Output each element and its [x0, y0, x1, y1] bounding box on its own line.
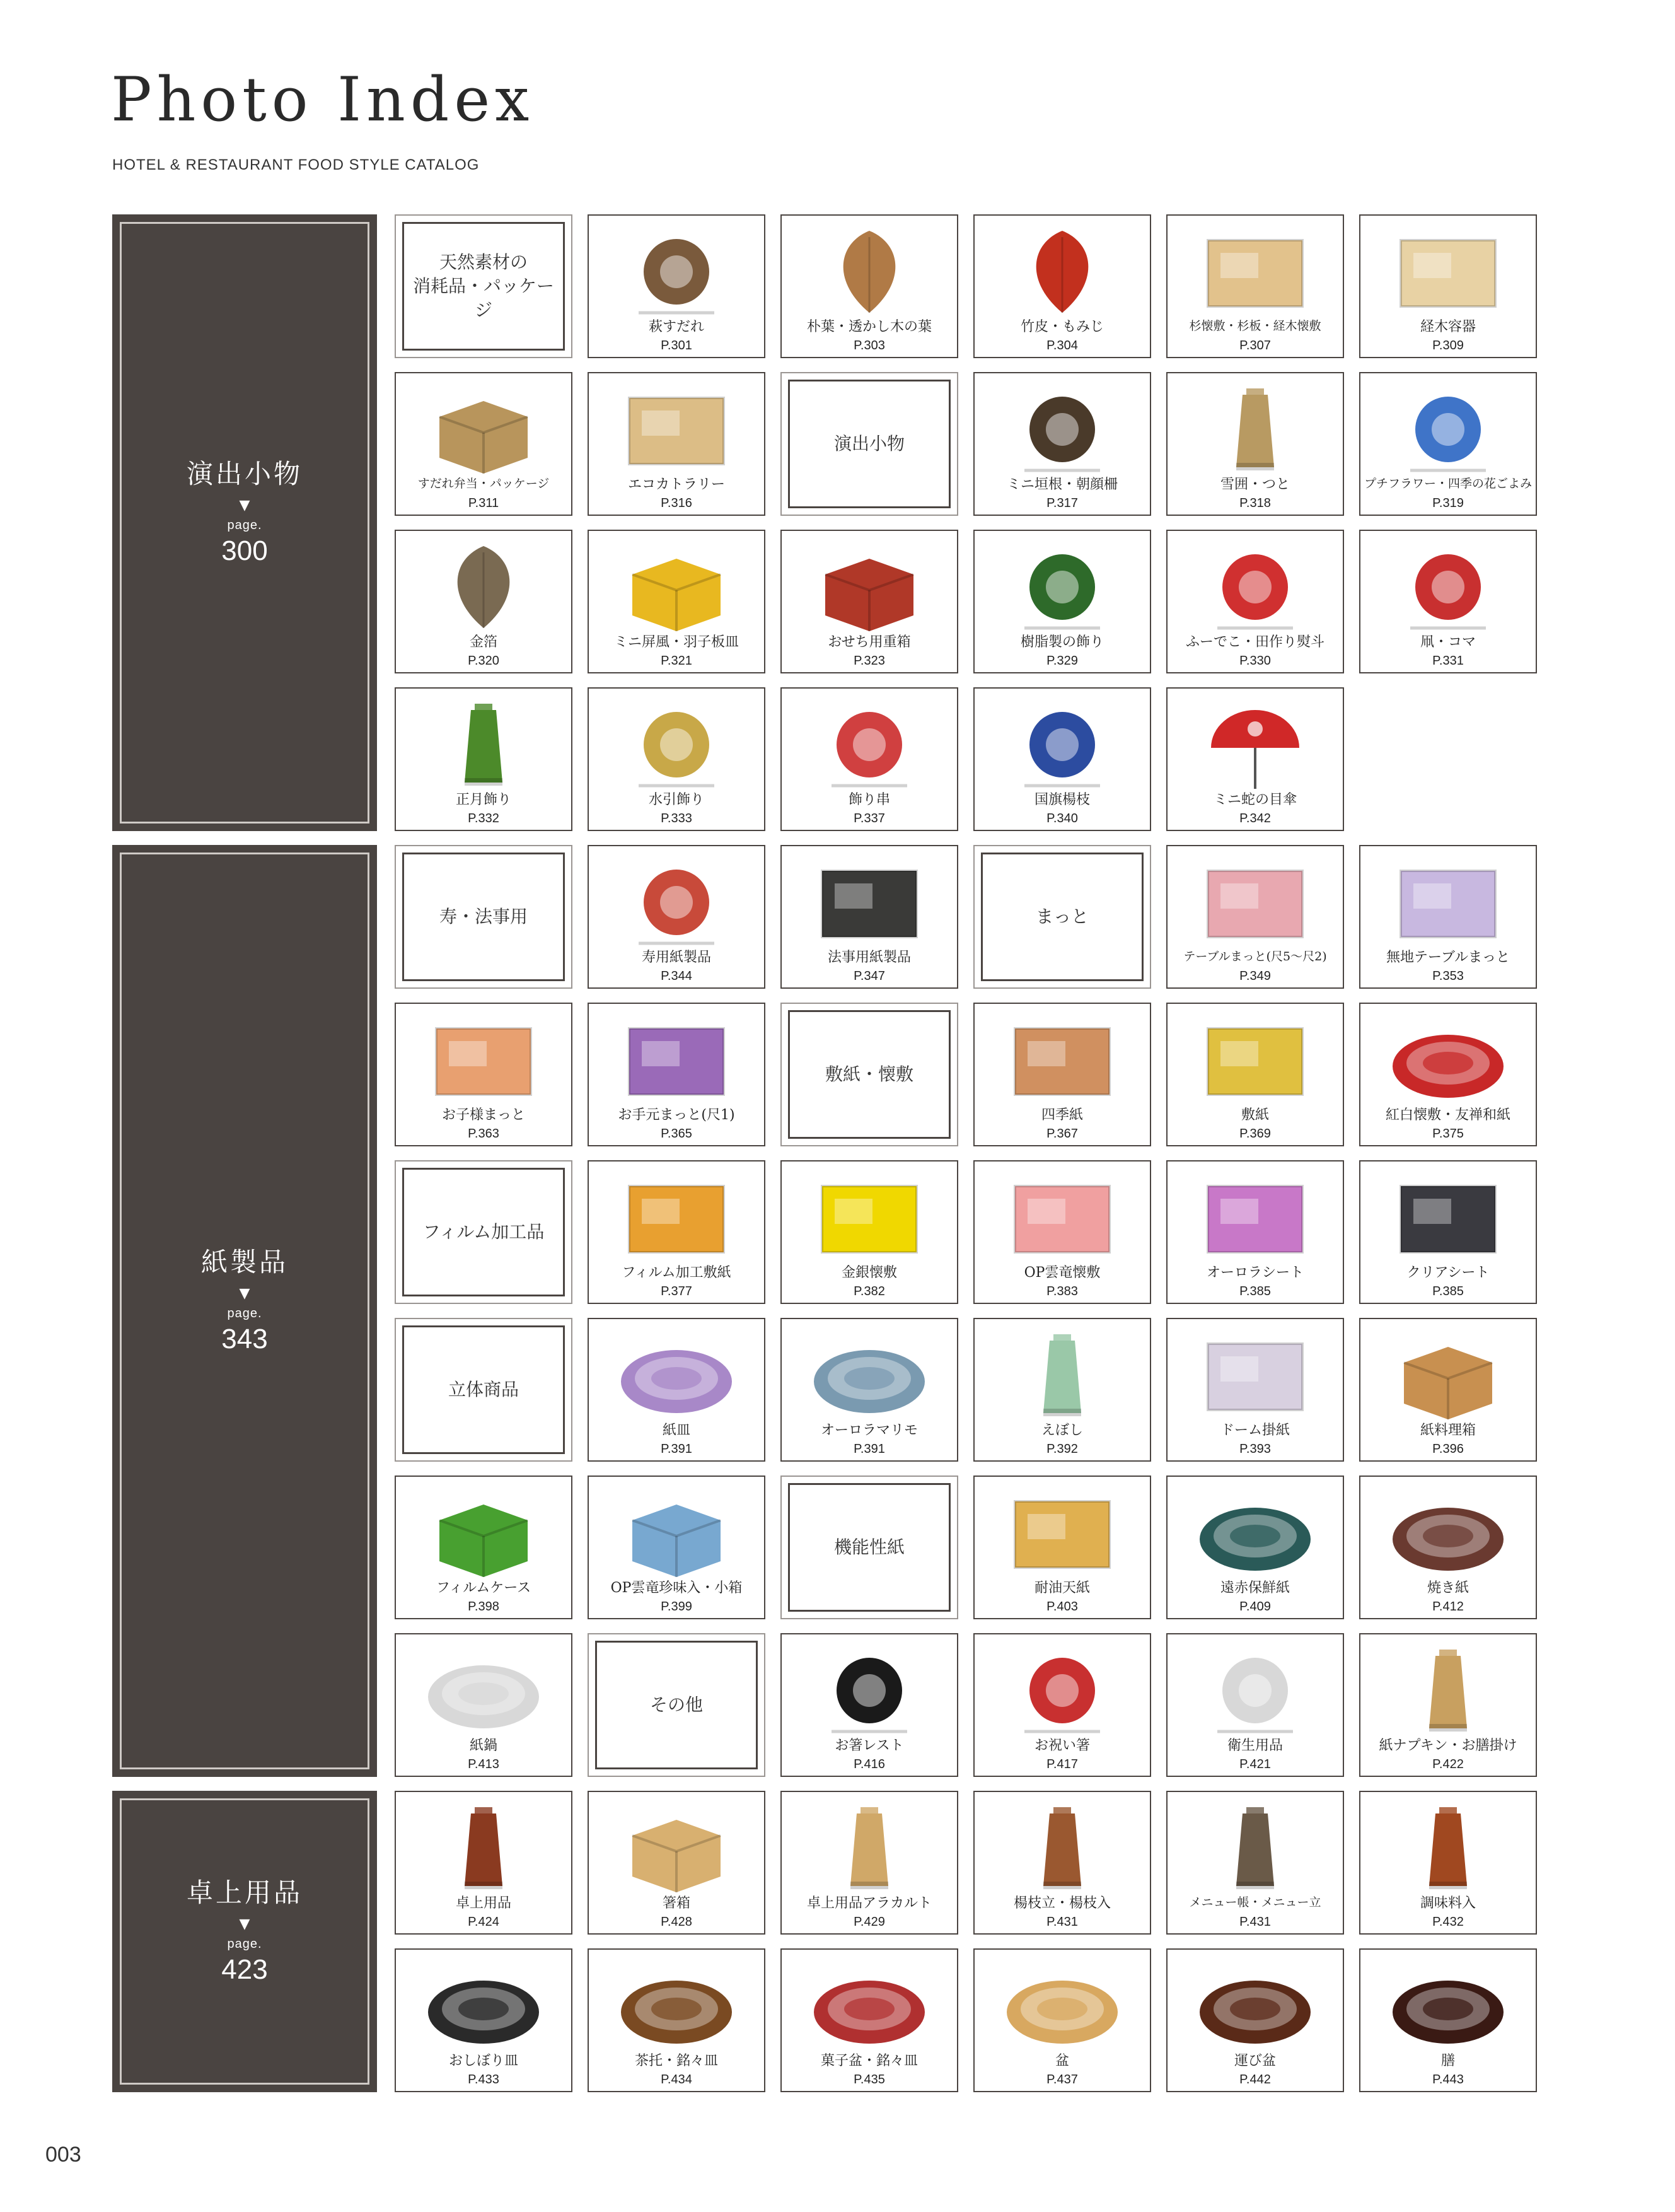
product-page-ref: P.435 — [854, 2073, 885, 2087]
product-page-ref: P.367 — [1046, 1127, 1078, 1141]
product-page-ref: P.353 — [1432, 969, 1464, 983]
product-cell[interactable] — [1359, 1003, 1537, 1146]
product-page-ref: P.403 — [1046, 1600, 1078, 1614]
product-cell[interactable] — [780, 1160, 958, 1304]
product-label: 雪囲・つと — [1220, 477, 1290, 492]
down-arrow-icon: ▼ — [239, 1286, 250, 1301]
paper-pot-icon — [420, 1643, 547, 1738]
product-cell[interactable] — [588, 1003, 765, 1146]
product-cell[interactable] — [973, 530, 1151, 673]
product-page-ref: P.396 — [1432, 1442, 1464, 1456]
section-panel[interactable] — [112, 214, 377, 831]
section-heading — [112, 453, 377, 567]
osechi-box-icon — [806, 540, 932, 634]
product-page-ref: P.309 — [1432, 339, 1464, 352]
mini-fence-icon — [999, 382, 1125, 477]
product-cell[interactable] — [1166, 214, 1344, 358]
product-page-ref: P.319 — [1432, 496, 1464, 510]
product-page-ref: P.431 — [1046, 1915, 1078, 1929]
category-label: 天然素材の 消耗品・パッケージ — [402, 222, 565, 351]
product-page-ref: P.347 — [854, 969, 885, 983]
product-cell[interactable] — [780, 845, 958, 989]
product-cell[interactable] — [395, 687, 572, 831]
product-label: お子様まっと — [441, 1107, 525, 1123]
product-cell[interactable] — [780, 530, 958, 673]
product-cell[interactable] — [1166, 530, 1344, 673]
zen-tray-icon — [1385, 1959, 1511, 2053]
product-label: 水引飾り — [648, 792, 704, 808]
product-label: テーブルまっと(尺5〜尺2) — [1183, 950, 1327, 963]
category-label: まっと — [981, 853, 1144, 981]
wooden-spoon-icon — [613, 382, 739, 477]
product-label: クリアシート — [1406, 1265, 1490, 1281]
fresh-paper-icon — [1192, 1486, 1318, 1580]
product-page-ref: P.416 — [854, 1757, 885, 1771]
celebration-chopsticks-icon — [999, 1643, 1125, 1738]
product-cell[interactable] — [395, 1633, 572, 1777]
noshi-ornament-icon — [1192, 540, 1318, 634]
product-cell[interactable] — [588, 1160, 765, 1304]
grill-paper-icon — [1385, 1486, 1511, 1580]
category-heading-cell[interactable] — [395, 845, 572, 989]
product-page-ref: P.301 — [661, 339, 692, 352]
category-label: その他 — [595, 1641, 758, 1769]
product-label: 樹脂製の飾り — [1020, 634, 1104, 650]
product-page-ref: P.398 — [468, 1600, 499, 1614]
product-page-ref: P.365 — [661, 1127, 692, 1141]
product-label: 耐油天紙 — [1034, 1580, 1090, 1596]
chopstick-rest-icon — [806, 1643, 932, 1738]
product-cell[interactable] — [395, 1003, 572, 1146]
product-page-ref: P.434 — [661, 2073, 692, 2087]
product-label: 紙皿 — [662, 1423, 690, 1438]
page-title: Photo Index — [111, 64, 535, 135]
wood-boat-icon — [1385, 224, 1511, 319]
down-arrow-icon: ▼ — [239, 1916, 250, 1932]
category-label: 機能性紙 — [788, 1483, 951, 1612]
product-label: メニュー帳・メニュー立 — [1189, 1895, 1321, 1909]
pine-decoration-icon — [999, 540, 1125, 634]
product-page-ref: P.329 — [1046, 654, 1078, 668]
clear-sheet-icon — [1385, 1170, 1511, 1265]
gold-silver-paper-icon — [806, 1170, 932, 1265]
product-page-ref: P.323 — [854, 654, 885, 668]
product-cell[interactable] — [973, 1003, 1151, 1146]
product-page-ref: P.318 — [1239, 496, 1271, 510]
product-label: 四季紙 — [1041, 1107, 1083, 1123]
product-page-ref: P.421 — [1239, 1757, 1271, 1771]
product-cell[interactable] — [1166, 1003, 1344, 1146]
product-page-ref: P.443 — [1432, 2073, 1464, 2087]
product-cell[interactable] — [1359, 372, 1537, 516]
seasonal-paper-icon — [999, 1013, 1125, 1107]
product-cell[interactable] — [588, 1318, 765, 1462]
down-arrow-icon: ▼ — [239, 498, 250, 513]
product-label: 茶托・銘々皿 — [634, 2053, 718, 2069]
category-heading-cell[interactable] — [780, 372, 958, 516]
product-page-ref: P.422 — [1432, 1757, 1464, 1771]
product-page-ref: P.377 — [661, 1284, 692, 1298]
product-page-ref: P.417 — [1046, 1757, 1078, 1771]
product-label: フィルムケース — [436, 1580, 531, 1596]
product-cell[interactable] — [780, 687, 958, 831]
product-label: おしぼり皿 — [448, 2053, 518, 2069]
product-cell[interactable] — [1359, 214, 1537, 358]
product-label: 膳 — [1440, 2053, 1455, 2069]
category-heading-cell[interactable] — [395, 1318, 572, 1462]
product-page-ref: P.332 — [468, 812, 499, 825]
product-label: 寿用紙製品 — [641, 950, 711, 965]
category-heading-cell[interactable] — [395, 214, 572, 358]
product-page-ref: P.432 — [1432, 1915, 1464, 1929]
product-page-ref: P.428 — [661, 1915, 692, 1929]
product-page-ref: P.424 — [468, 1915, 499, 1929]
product-label: 飾り串 — [848, 792, 890, 808]
section-page-number: 343 — [221, 1324, 268, 1354]
category-label: フィルム加工品 — [402, 1168, 565, 1296]
product-label: 金銀懐敷 — [841, 1265, 897, 1281]
section-page-label: page. — [227, 1307, 262, 1320]
product-label: 朴葉・透かし木の葉 — [806, 319, 932, 335]
product-cell[interactable] — [973, 1160, 1151, 1304]
product-label: プチフラワー・四季の花ごよみ — [1364, 477, 1532, 491]
toothpick-stand-icon — [420, 1801, 547, 1895]
kadomatsu-icon — [420, 697, 547, 792]
crane-paper-icon — [613, 855, 739, 950]
product-cell[interactable] — [1166, 1160, 1344, 1304]
table-mat-icon — [1192, 855, 1318, 950]
product-label: 金箔 — [469, 634, 497, 650]
gourd-bottle-icon — [1385, 1801, 1511, 1895]
section-page-label: page. — [227, 518, 262, 532]
tempura-paper-icon — [999, 1486, 1125, 1580]
product-cell[interactable] — [1359, 1160, 1537, 1304]
product-page-ref: P.333 — [661, 812, 692, 825]
small-mat-icon — [613, 1013, 739, 1107]
paper-box-icon — [1385, 1328, 1511, 1423]
paper-plate-icon — [613, 1328, 739, 1423]
product-page-ref: P.391 — [854, 1442, 885, 1456]
morning-glory-icon — [1385, 382, 1511, 477]
product-label: ふーでこ・田作り熨斗 — [1185, 634, 1324, 650]
section-panel[interactable] — [112, 1791, 377, 2092]
product-cell[interactable] — [1166, 1476, 1344, 1619]
leaf-icon — [806, 224, 932, 319]
unryu-paper-icon — [999, 1170, 1125, 1265]
product-cell[interactable] — [1166, 1633, 1344, 1777]
flag-picks-icon — [999, 697, 1125, 792]
product-label: 萩すだれ — [648, 319, 704, 335]
product-page-ref: P.382 — [854, 1284, 885, 1298]
product-page-ref: P.311 — [468, 496, 499, 510]
sweets-tray-icon — [806, 1959, 932, 2053]
product-cell[interactable] — [1359, 1633, 1537, 1777]
product-label: 凧・コマ — [1420, 634, 1476, 650]
section-panel[interactable] — [112, 845, 377, 1777]
product-cell[interactable] — [1359, 1791, 1537, 1935]
product-label: 焼き紙 — [1427, 1580, 1469, 1596]
mizuhiki-icon — [613, 697, 739, 792]
product-cell[interactable] — [973, 214, 1151, 358]
product-cell[interactable] — [395, 372, 572, 516]
section-heading — [112, 1242, 377, 1355]
category-heading-cell[interactable] — [780, 1003, 958, 1146]
napkin-stand-icon — [806, 1801, 932, 1895]
towel-tray-icon — [420, 1959, 547, 2053]
product-cell[interactable] — [588, 214, 765, 358]
product-label: 紙ナプキン・お膳掛け — [1379, 1738, 1517, 1754]
eboshi-icon — [999, 1328, 1125, 1423]
product-page-ref: P.433 — [468, 2073, 499, 2087]
product-label: ミニ蛇の目傘 — [1213, 792, 1297, 808]
section-name: 紙製品 — [200, 1247, 288, 1278]
product-label: ミニ垣根・朝顔柵 — [1006, 477, 1118, 492]
product-page-ref: P.303 — [854, 339, 885, 352]
product-label: 卓上用品アラカルト — [806, 1895, 932, 1911]
product-label: オーロラシート — [1206, 1265, 1304, 1281]
tray-icon — [999, 1959, 1125, 2053]
straw-tent-icon — [1192, 382, 1318, 477]
product-label: 運び盆 — [1234, 2053, 1276, 2069]
product-label: 卓上用品 — [455, 1895, 511, 1911]
product-page-ref: P.393 — [1239, 1442, 1271, 1456]
umbrella-icon — [1192, 697, 1318, 792]
reed-blind-icon — [613, 224, 739, 319]
gold-leaf-jar-icon — [420, 540, 547, 634]
product-label: 敷紙 — [1241, 1107, 1269, 1123]
product-cell[interactable] — [588, 530, 765, 673]
product-label: オーロラマリモ — [820, 1423, 918, 1438]
category-heading-cell[interactable] — [588, 1633, 765, 1777]
product-cell[interactable] — [973, 1791, 1151, 1935]
product-label: 盆 — [1055, 2053, 1069, 2069]
decorative-skewer-icon — [806, 697, 932, 792]
product-page-ref: P.385 — [1432, 1284, 1464, 1298]
category-label: 演出小物 — [788, 380, 951, 508]
product-page-ref: P.429 — [854, 1915, 885, 1929]
product-cell[interactable] — [588, 372, 765, 516]
product-label: お箸レスト — [835, 1738, 904, 1754]
menu-stand-icon — [1192, 1801, 1318, 1895]
product-page-ref: P.437 — [1046, 2073, 1078, 2087]
memorial-paper-icon — [806, 855, 932, 950]
product-label: すだれ弁当・パッケージ — [417, 477, 550, 491]
page-number: 003 — [45, 2143, 81, 2167]
product-cell[interactable] — [588, 1948, 765, 2092]
product-label: 遠赤保鮮紙 — [1220, 1580, 1290, 1596]
product-cell[interactable] — [1166, 372, 1344, 516]
product-page-ref: P.412 — [1432, 1600, 1464, 1614]
section-name: 卓上用品 — [186, 1877, 303, 1908]
category-heading-cell[interactable] — [973, 845, 1151, 989]
product-page-ref: P.320 — [468, 654, 499, 668]
kids-mat-icon — [420, 1013, 547, 1107]
product-cell[interactable] — [973, 1476, 1151, 1619]
product-cell[interactable] — [973, 1318, 1151, 1462]
product-page-ref: P.349 — [1239, 969, 1271, 983]
product-label: 紙料理箱 — [1420, 1423, 1476, 1438]
product-cell[interactable] — [1359, 845, 1537, 989]
product-cell[interactable] — [588, 687, 765, 831]
product-cell[interactable] — [973, 1633, 1151, 1777]
category-heading-cell[interactable] — [780, 1476, 958, 1619]
category-label: 立体商品 — [402, 1325, 565, 1454]
unryu-cup-icon — [613, 1486, 739, 1580]
product-label: 国旗楊枝 — [1034, 792, 1090, 808]
product-label: 調味料入 — [1420, 1895, 1476, 1911]
category-heading-cell[interactable] — [395, 1160, 572, 1304]
product-page-ref: P.369 — [1239, 1127, 1271, 1141]
product-cell[interactable] — [780, 214, 958, 358]
product-cell[interactable] — [1359, 1476, 1537, 1619]
product-cell[interactable] — [780, 1948, 958, 2092]
product-cell[interactable] — [973, 372, 1151, 516]
section-heading — [112, 1872, 377, 1986]
section-page-number: 423 — [221, 1954, 268, 1985]
carry-tray-icon — [1192, 1959, 1318, 2053]
aurora-marimo-icon — [806, 1328, 932, 1423]
toothpick-holder-icon — [999, 1801, 1125, 1895]
product-page-ref: P.442 — [1239, 2073, 1271, 2087]
shiki-paper-icon — [1192, 1013, 1318, 1107]
product-cell[interactable] — [1166, 1318, 1344, 1462]
product-label: 杉懐敷・杉板・経木懐敷 — [1189, 319, 1321, 333]
product-label: 箸箱 — [662, 1895, 690, 1911]
bamboo-box-icon — [420, 382, 547, 477]
category-label: 敷紙・懐敷 — [788, 1010, 951, 1139]
product-page-ref: P.316 — [661, 496, 692, 510]
product-label: 楊枝立・楊枝入 — [1013, 1895, 1111, 1911]
product-cell[interactable] — [1166, 1791, 1344, 1935]
product-label: 竹皮・もみじ — [1020, 319, 1104, 335]
product-cell[interactable] — [780, 1791, 958, 1935]
product-cell[interactable] — [588, 845, 765, 989]
section-page-number: 300 — [221, 535, 268, 566]
saucer-icon — [613, 1959, 739, 2053]
yuzen-paper-icon — [1385, 1013, 1511, 1107]
product-label: 紅白懐敷・友禅和紙 — [1385, 1107, 1510, 1123]
product-cell[interactable] — [1359, 530, 1537, 673]
product-cell[interactable] — [395, 1791, 572, 1935]
product-page-ref: P.431 — [1239, 1915, 1271, 1929]
plain-mat-icon — [1385, 855, 1511, 950]
product-page-ref: P.330 — [1239, 654, 1271, 668]
product-cell[interactable] — [1359, 1318, 1537, 1462]
product-cell[interactable] — [780, 1318, 958, 1462]
product-cell[interactable] — [973, 687, 1151, 831]
product-page-ref: P.304 — [1046, 339, 1078, 352]
folding-screen-icon — [613, 540, 739, 634]
product-label: お手元まっと(尺1) — [618, 1107, 735, 1123]
product-label: えぼし — [1041, 1423, 1083, 1438]
product-page-ref: P.392 — [1046, 1442, 1078, 1456]
product-cell[interactable] — [1166, 1948, 1344, 2092]
product-page-ref: P.337 — [854, 812, 885, 825]
hygiene-mask-icon — [1192, 1643, 1318, 1738]
product-label: 正月飾り — [455, 792, 511, 808]
product-label: おせち用重箱 — [828, 634, 911, 650]
napkin-holder-icon — [1385, 1643, 1511, 1738]
product-cell[interactable] — [973, 1948, 1151, 2092]
product-label: OP雲竜懐敷 — [1024, 1265, 1101, 1281]
product-cell[interactable] — [1166, 687, 1344, 831]
product-page-ref: P.409 — [1239, 1600, 1271, 1614]
product-label: お祝い箸 — [1034, 1738, 1090, 1754]
product-page-ref: P.383 — [1046, 1284, 1078, 1298]
product-page-ref: P.399 — [661, 1600, 692, 1614]
product-page-ref: P.391 — [661, 1442, 692, 1456]
product-cell[interactable] — [780, 1633, 958, 1777]
product-page-ref: P.344 — [661, 969, 692, 983]
product-label: 無地テーブルまっと — [1386, 950, 1510, 965]
product-cell[interactable] — [395, 530, 572, 673]
product-cell[interactable] — [1166, 845, 1344, 989]
maple-leaf-icon — [999, 224, 1125, 319]
product-cell[interactable] — [588, 1476, 765, 1619]
product-label: エコカトラリー — [627, 477, 725, 492]
product-cell[interactable] — [395, 1948, 572, 2092]
product-page-ref: P.363 — [468, 1127, 499, 1141]
product-label: フィルム加工敷紙 — [622, 1265, 731, 1281]
section-name: 演出小物 — [186, 458, 303, 489]
product-label: 衛生用品 — [1227, 1738, 1283, 1754]
catalog-subtitle: HOTEL & RESTAURANT FOOD STYLE CATALOG — [112, 156, 480, 173]
aurora-sheet-icon — [1192, 1170, 1318, 1265]
product-cell[interactable] — [588, 1791, 765, 1935]
product-page-ref: P.385 — [1239, 1284, 1271, 1298]
section-page-label: page. — [227, 1937, 262, 1951]
product-label: 紙鍋 — [469, 1738, 497, 1754]
kite-icon — [1385, 540, 1511, 634]
dome-cover-icon — [1192, 1328, 1318, 1423]
product-label: ドーム掛紙 — [1220, 1423, 1290, 1438]
category-label: 寿・法事用 — [402, 853, 565, 981]
product-cell[interactable] — [395, 1476, 572, 1619]
product-label: 経木容器 — [1420, 319, 1476, 335]
product-label: 法事用紙製品 — [827, 950, 911, 965]
product-cell[interactable] — [1359, 1948, 1537, 2092]
chopstick-box-icon — [613, 1801, 739, 1895]
product-page-ref: P.317 — [1046, 496, 1078, 510]
wood-sheet-icon — [1192, 224, 1318, 319]
product-page-ref: P.375 — [1432, 1127, 1464, 1141]
product-label: 菓子盆・銘々皿 — [820, 2053, 918, 2069]
product-page-ref: P.321 — [661, 654, 692, 668]
product-page-ref: P.331 — [1432, 654, 1464, 668]
product-page-ref: P.342 — [1239, 812, 1271, 825]
product-page-ref: P.340 — [1046, 812, 1078, 825]
product-page-ref: P.307 — [1239, 339, 1271, 352]
product-page-ref: P.413 — [468, 1757, 499, 1771]
product-label: ミニ屏風・羽子板皿 — [613, 634, 739, 650]
film-case-icon — [420, 1486, 547, 1580]
film-paper-icon — [613, 1170, 739, 1265]
product-label: OP雲竜珍味入・小箱 — [610, 1580, 743, 1596]
